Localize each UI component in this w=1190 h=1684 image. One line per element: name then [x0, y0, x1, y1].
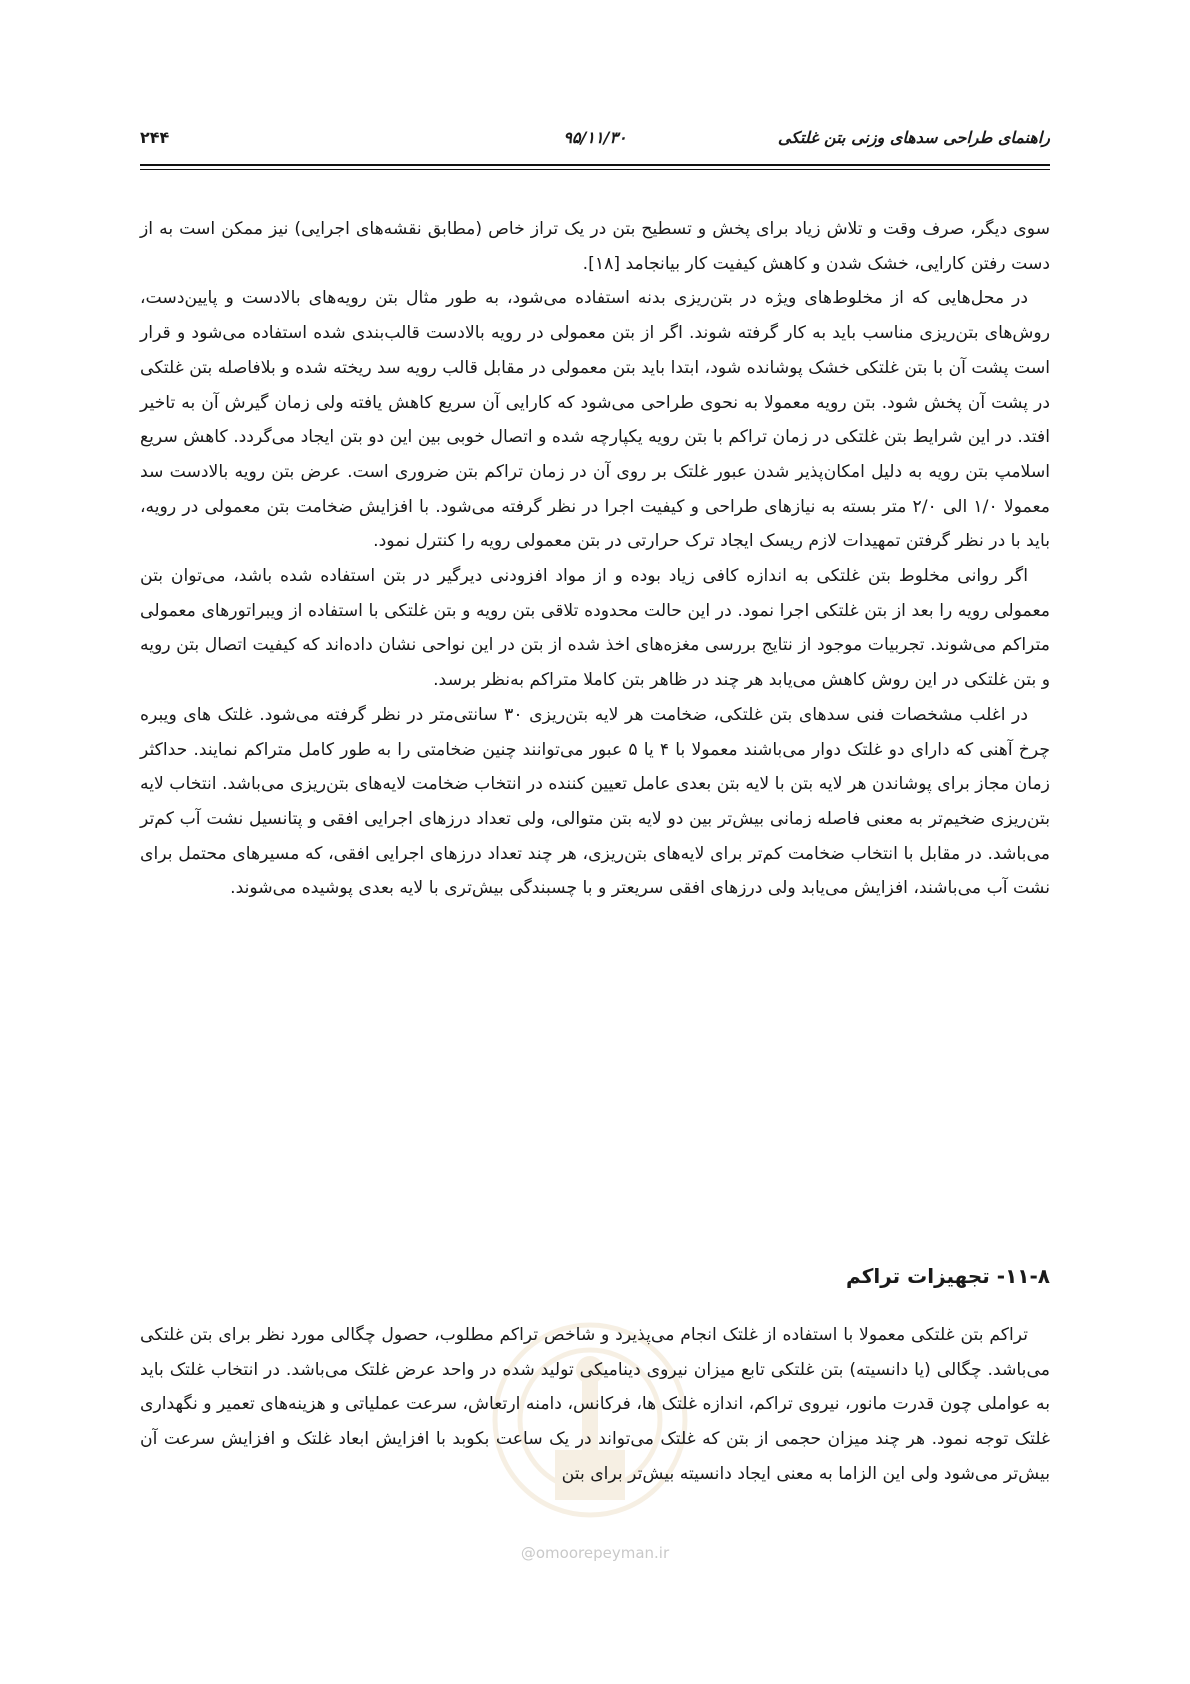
header-rule	[140, 164, 1050, 166]
page-header	[140, 128, 1050, 168]
paragraph-4: در اغلب مشخصات فنی سدهای بتن غلتکی، ضخامت هر لایه بتن‌ریزی ۳۰ سانتی‌متر در نظر گرفته می‌شود. غلتک های ویبره چرخ آهنی که دارای دو غلتک دوار می‌باشند معمولا با ۴ یا ۵ عبور می‌توانند چنین ضخامتی را به طور کامل متراکم نمایند. حداکثر زمان مجاز برای پوشاندن هر لایه بتن با لایه بتن بعدی عامل تعیین کننده در انتخاب ضخامت لایه‌های بتن‌ریزی می‌باشد. انتخاب لایه بتن‌ریزی ضخیم‌تر به معنی فاصله زمانی بیش‌تر بین دو لایه بتن متوالی، ولی تعداد درزهای اجرایی افقی و پتانسیل نشت آب کم‌تر می‌باشد. در مقابل با انتخاب ضخامت کم‌تر برای لایه‌های بتن‌ریزی، هر چند تعداد درزهای اجرایی افقی، که مسیرهای محتمل برای نشت آب می‌باشند، افزایش می‌یابد ولی درزهای افقی سریعتر و با چسبندگی بیش‌تری با لایه بعدی پوشیده می‌شوند.	[140, 704, 1050, 899]
section-heading: ۱۱-۸- تجهیزات تراکم	[846, 1264, 1050, 1288]
header-title: راهنمای طراحی سدهای وزنی بتن غلتکی	[777, 128, 1050, 147]
header-date: ۹۵/۱۱/۳۰	[563, 128, 627, 147]
section-body	[140, 1318, 1050, 1492]
header-rule-thin	[140, 169, 1050, 170]
paragraph-2: در محل‌هایی که از مخلوط‌های ویژه در بتن‌ریزی بدنه استفاده می‌شود، به طور مثال بتن رویه‌های بالادست و پایین‌دست، روش‌های بتن‌ریزی مناسب باید به کار گرفته شوند. اگر از بتن معمولی در رویه بالادست قالب‌بندی شده استفاده می‌شود و قرار است پشت آن با بتن غلتکی خشک پوشانده شود، ابتدا باید بتن معمولی در مقابل قالب رویه سد ریخته شده و بلافاصله بتن غلتکی در پشت آن پخش شود. بتن رویه معمولا به نحوی طراحی می‌شود که کارایی آن سریع کاهش یافته ولی زمان گیرش آن به تاخیر افتد. در این شرایط بتن غلتکی در زمان تراکم با بتن رویه یکپارچه شده و اتصال خوبی بین این دو بتن ایجاد می‌گردد. کاهش سریع اسلامپ بتن رویه به دلیل امکان‌پذیر شدن عبور غلتک بر روی آن در زمان تراکم بتن ضروری است. عرض بتن رویه بالادست سد معمولا ۱/۰ الی ۲/۰ متر بسته به نیازهای طراحی و کیفیت اجرا در نظر گرفته می‌شود. با افزایش ضخامت بتن معمولی در رویه، باید با در نظر گرفتن تمهیدات لازم ریسک ایجاد ترک حرارتی در بتن معمولی رویه را کنترل نمود.	[140, 288, 1050, 552]
paragraph-1: سوی دیگر، صرف وقت و تلاش زیاد برای پخش و تسطیح بتن در یک تراز خاص (مطابق نقشه‌های اجرایی) نیز ممکن است به از دست رفتن کارایی، خشک شدن و کاهش کیفیت کار بیانجامد [۱۸].	[140, 219, 1050, 274]
watermark-url: @omoorepeyman.ir	[520, 1544, 670, 1562]
paragraph-5: تراکم بتن غلتکی معمولا با استفاده از غلتک انجام می‌پذیرد و شاخص تراکم مطلوب، حصول چگالی مورد نظر برای بتن غلتکی می‌باشد. چگالی (یا دانسیته) بتن غلتکی تابع میزان نیروی دینامیکی تولید شده در واحد عرض غلتک می‌باشد. در انتخاب غلتک باید به عواملی چون قدرت مانور، نیروی تراکم، اندازه غلتک ها، فرکانس، دامنه ارتعاش، سرعت عملیاتی و هزینه‌های تعمیر و نگهداری غلتک توجه نمود. هر چند میزان حجمی از بتن که غلتک می‌تواند در یک ساعت بکوبد با افزایش ابعاد غلتک و افزایش سرعت آن بیش‌تر می‌شود ولی این الزاما به معنی ایجاد دانسیته بیش‌تر برای بتن	[140, 1325, 1050, 1484]
paragraph-3: اگر روانی مخلوط بتن غلتکی به اندازه کافی زیاد بوده و از مواد افزودنی دیرگیر در بتن استفاده شده باشد، می‌توان بتن معمولی رویه را بعد از بتن غلتکی اجرا نمود. در این حالت محدوده تلاقی بتن رویه و بتن غلتکی با استفاده از ویبراتورهای معمولی متراکم می‌شوند. تجربیات موجود از نتایج بررسی مغزه‌های اخذ شده از بتن در این نواحی نشان داده‌اند که کیفیت اتصال بتن رویه و بتن غلتکی در این روش کاهش می‌یابد هر چند در ظاهر بتن کاملا متراکم به‌نظر برسد.	[140, 566, 1050, 691]
body-text	[140, 212, 1050, 906]
page-number: ۲۴۴	[140, 128, 170, 147]
